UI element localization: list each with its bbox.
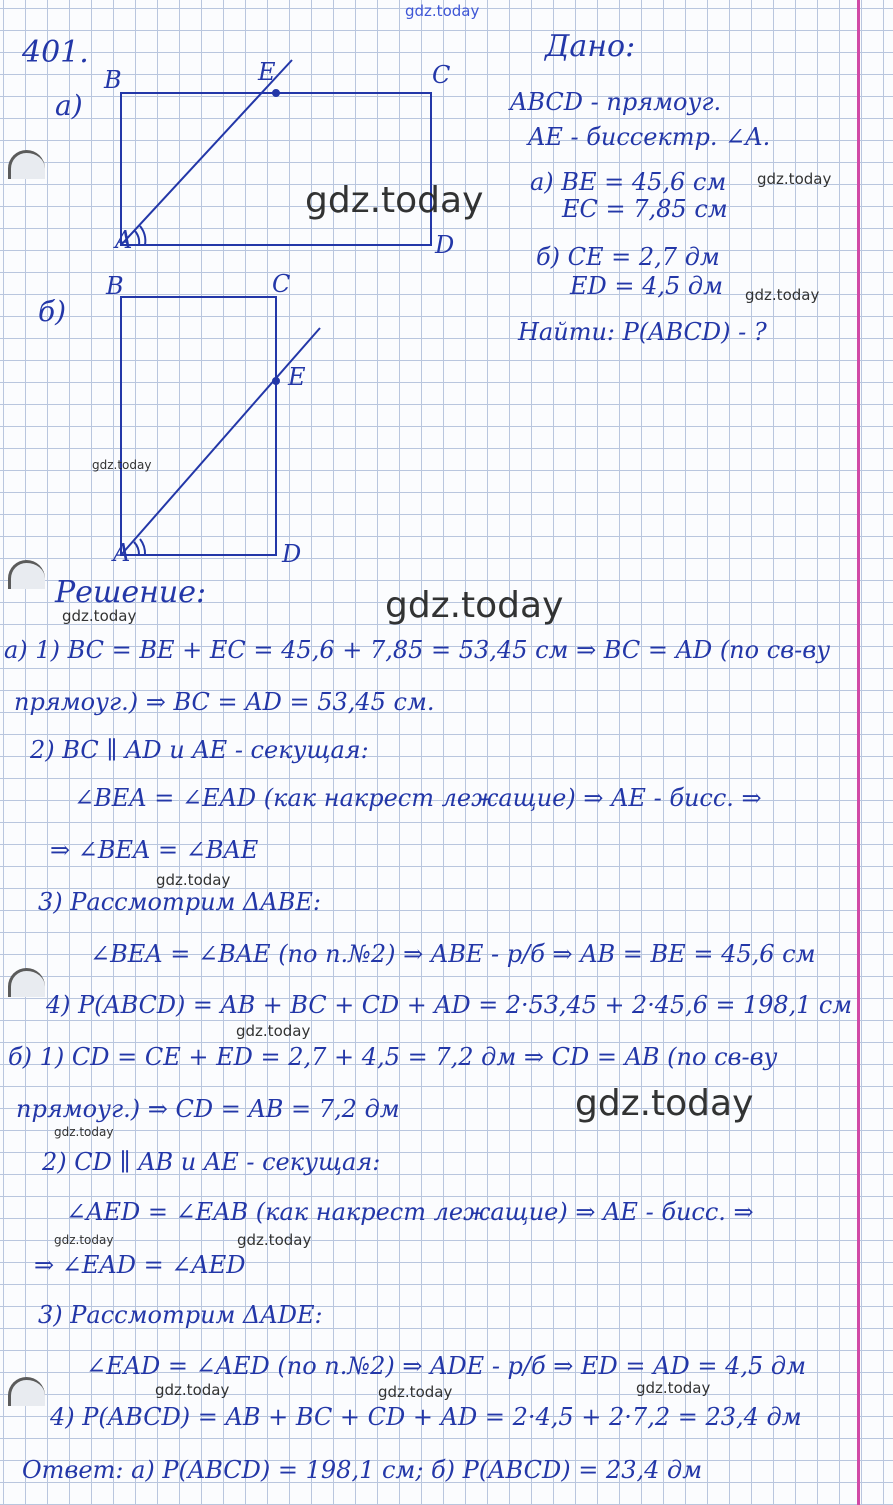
given-line-1: ABCD - прямоуг. (510, 88, 722, 116)
figure-a-label-a: A (115, 226, 133, 254)
given-a-be: а) BE = 45,6 см (530, 168, 727, 196)
watermark: gdz.today (155, 1381, 230, 1399)
figure-a-point-e (273, 90, 279, 96)
watermark: gdz.today (575, 1083, 754, 1124)
solution-line-10: прямоуг.) ⇒ CD = AB = 7,2 дм (16, 1095, 400, 1123)
given-b-ed: ED = 4,5 дм (570, 272, 724, 300)
watermark: gdz.today (54, 1125, 114, 1139)
figure-a-part-label: а) (55, 89, 83, 122)
solution-line-6: 3) Рассмотрим ΔABE: (38, 888, 321, 916)
watermark: gdz.today (378, 1383, 453, 1401)
figure-b-label-c: C (272, 270, 291, 298)
figure-a-rectangle (121, 93, 431, 245)
given-find: Найти: P(ABCD) - ? (518, 318, 767, 346)
solution-line-2: прямоуг.) ⇒ BC = AD = 53,45 см. (14, 688, 435, 716)
watermark: gdz.today (92, 458, 152, 472)
figure-a-label-c: C (432, 61, 451, 89)
solution-line-4: ∠BEA = ∠EAD (как накрест лежащие) ⇒ AE - бисс. ⇒ (74, 784, 762, 812)
solution-line-7: ∠BEA = ∠BAE (по п.№2) ⇒ ABE - р/б ⇒ AB = BE = 45,6 см (90, 940, 816, 968)
binder-hole-3 (8, 968, 45, 997)
figure-b-label-d: D (282, 540, 302, 568)
solution-line-9: б) 1) CD = CE + ED = 2,7 + 4,5 = 7,2 дм ⇒ CD = AB (по св-ву (8, 1043, 778, 1071)
figure-b-label-a: A (113, 539, 131, 567)
solution-title: Решение: (55, 575, 207, 610)
watermark: gdz.today (385, 585, 564, 626)
answer-line: Ответ: а) P(ABCD) = 198,1 см; б) P(ABCD) = 23,4 дм (22, 1456, 703, 1484)
figure-b-label-b: B (106, 272, 124, 300)
figure-b-point-e (273, 378, 279, 384)
watermark: gdz.today (62, 607, 137, 625)
figure-a-label-b: B (104, 66, 122, 94)
watermark: gdz.today (237, 1231, 312, 1249)
given-b-ce: б) CE = 2,7 дм (536, 243, 720, 271)
figure-a-angle-arc-1 (134, 230, 139, 245)
solution-line-16: 4) P(ABCD) = AB + BC + CD + AD = 2·4,5 + 2·7,2 = 23,4 дм (50, 1403, 802, 1431)
given-title: Дано: (545, 29, 636, 64)
binder-hole-4 (8, 1377, 45, 1406)
solution-line-11: 2) CD ∥ AB и AE - секущая: (42, 1148, 381, 1176)
solution-line-8: 4) P(ABCD) = AB + BC + CD + AD = 2·53,45 + 2·45,6 = 198,1 см (46, 991, 853, 1019)
watermark: gdz.today (757, 170, 832, 188)
figure-b-part-label: б) (38, 295, 67, 328)
figure-b-drawing (121, 297, 320, 555)
figure-b-rectangle (121, 297, 276, 555)
solution-line-12: ∠AED = ∠EAB (как накрест лежащие) ⇒ AE - бисс. ⇒ (66, 1198, 754, 1226)
solution-line-1: а) 1) BC = BE + EC = 45,6 + 7,85 = 53,45 см ⇒ BC = AD (по св-ву (4, 636, 831, 664)
solution-line-3: 2) BC ∥ AD и AE - секущая: (30, 736, 369, 764)
figure-b-angle-arc-1 (134, 542, 139, 555)
site-header-link[interactable]: gdz.today (405, 2, 480, 20)
watermark: gdz.today (156, 871, 231, 889)
figure-b-angle-arc-2 (140, 539, 145, 555)
solution-line-15: ∠EAD = ∠AED (по п.№2) ⇒ ADE - р/б ⇒ ED = AD = 4,5 дм (86, 1352, 806, 1380)
figure-b-label-e: E (288, 363, 306, 391)
solution-line-13: ⇒ ∠EAD = ∠AED (34, 1251, 246, 1279)
watermark: gdz.today (636, 1379, 711, 1397)
given-a-ec: EC = 7,85 см (562, 195, 728, 223)
watermark: gdz.today (745, 286, 820, 304)
problem-number: 401. (22, 35, 89, 70)
figure-a-angle-arc-2 (140, 226, 145, 245)
figure-a-label-d: D (435, 231, 455, 259)
solution-line-14: 3) Рассмотрим ΔADE: (38, 1301, 323, 1329)
watermark: gdz.today (305, 180, 484, 221)
watermark: gdz.today (54, 1233, 114, 1247)
figure-a-bisector (121, 60, 292, 245)
solution-line-5: ⇒ ∠BEA = ∠BAE (50, 836, 259, 864)
figure-a-label-e: E (258, 58, 276, 86)
given-line-2: AE - биссектр. ∠A. (528, 123, 771, 151)
watermark: gdz.today (236, 1022, 311, 1040)
